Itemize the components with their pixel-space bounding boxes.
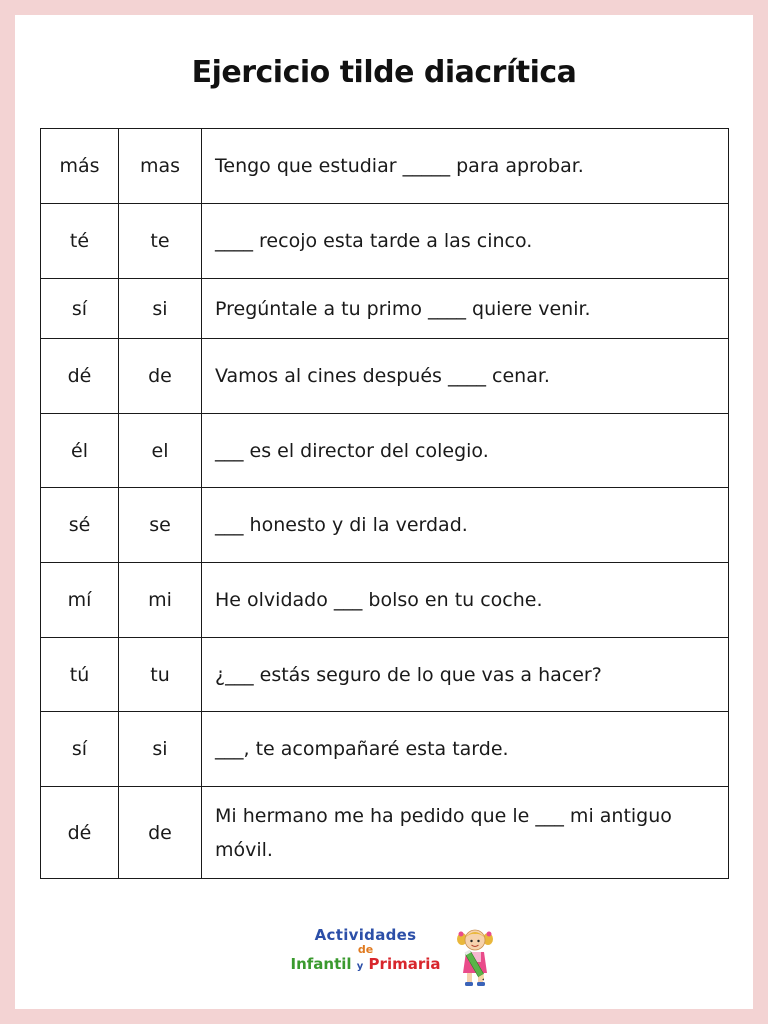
girl-with-pencil-icon: [455, 925, 495, 987]
accented-word: tú: [41, 638, 119, 712]
exercise-sentence: He olvidado ___ bolso en tu coche.: [202, 563, 729, 638]
worksheet-page: [15, 15, 753, 1009]
logo-text: [283, 921, 448, 973]
site-logo[interactable]: [283, 921, 493, 991]
table-row: [41, 204, 729, 279]
logo-line-actividades: Actividades: [314, 926, 417, 944]
exercise-sentence: ___ honesto y di la verdad.: [202, 488, 729, 563]
logo-word-infantil: Infantil: [290, 955, 352, 973]
accented-word: sé: [41, 488, 119, 563]
table-row: [41, 339, 729, 414]
logo-line-infantil-primaria: [283, 955, 448, 973]
page-title: Ejercicio tilde diacrítica: [191, 55, 577, 90]
table-row: [41, 712, 729, 787]
unaccented-word: de: [119, 787, 202, 879]
exercise-table: [40, 128, 729, 879]
accented-word: dé: [41, 787, 119, 879]
exercise-sentence: ___ es el director del colegio.: [202, 414, 729, 488]
table-row: [41, 129, 729, 204]
unaccented-word: te: [119, 204, 202, 279]
exercise-sentence: ¿___ estás seguro de lo que vas a hacer?: [202, 638, 729, 712]
accented-word: sí: [41, 712, 119, 787]
accented-word: té: [41, 204, 119, 279]
unaccented-word: el: [119, 414, 202, 488]
accented-word: sí: [41, 279, 119, 339]
table-row: [41, 638, 729, 712]
logo-word-y: y: [356, 961, 364, 972]
logo-word-primaria: Primaria: [368, 955, 441, 973]
table-row: [41, 563, 729, 638]
accented-word: dé: [41, 339, 119, 414]
accented-word: mí: [41, 563, 119, 638]
unaccented-word: tu: [119, 638, 202, 712]
table-row: [41, 488, 729, 563]
accented-word: más: [41, 129, 119, 204]
unaccented-word: de: [119, 339, 202, 414]
table-row: [41, 414, 729, 488]
table-row: [41, 787, 729, 879]
unaccented-word: si: [119, 279, 202, 339]
unaccented-word: mas: [119, 129, 202, 204]
exercise-sentence: Vamos al cines después ____ cenar.: [202, 339, 729, 414]
exercise-sentence: ___, te acompañaré esta tarde.: [202, 712, 729, 787]
unaccented-word: se: [119, 488, 202, 563]
unaccented-word: mi: [119, 563, 202, 638]
exercise-sentence: Pregúntale a tu primo ____ quiere venir.: [202, 279, 729, 339]
exercise-sentence: ____ recojo esta tarde a las cinco.: [202, 204, 729, 279]
unaccented-word: si: [119, 712, 202, 787]
exercise-sentence: Mi hermano me ha pedido que le ___ mi antiguo móvil.: [202, 787, 729, 879]
logo-line-de: de: [357, 943, 374, 956]
table-row: [41, 279, 729, 339]
exercise-sentence: Tengo que estudiar _____ para aprobar.: [202, 129, 729, 204]
accented-word: él: [41, 414, 119, 488]
